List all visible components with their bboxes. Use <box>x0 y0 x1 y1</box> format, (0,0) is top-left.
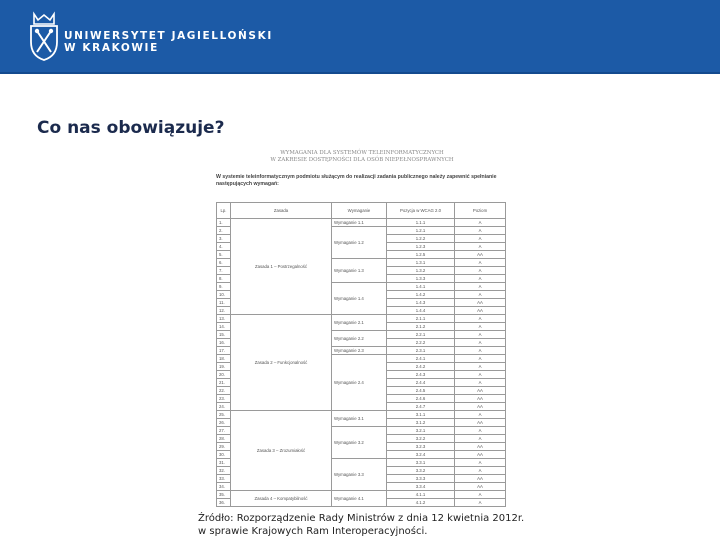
wcag-position-cell: 2.3.1 <box>387 347 455 355</box>
wcag-position-cell: 2.1.2 <box>387 323 455 331</box>
wcag-position-cell: 1.2.3 <box>387 243 455 251</box>
wcag-position-cell: 2.4.2 <box>387 363 455 371</box>
row-number: 29. <box>217 443 231 451</box>
wcag-position-cell: 2.4.1 <box>387 355 455 363</box>
level-cell: A <box>455 459 506 467</box>
row-number: 1. <box>217 219 231 227</box>
row-number: 32. <box>217 467 231 475</box>
university-crest-icon <box>28 12 60 62</box>
row-number: 30. <box>217 451 231 459</box>
row-number: 6. <box>217 259 231 267</box>
level-cell: A <box>455 491 506 499</box>
level-cell: A <box>455 243 506 251</box>
requirement-cell: Wymaganie 3.2 <box>332 427 387 459</box>
row-number: 34. <box>217 483 231 491</box>
wcag-position-cell: 2.4.3 <box>387 371 455 379</box>
row-number: 15. <box>217 331 231 339</box>
requirement-cell: Wymaganie 1.4 <box>332 283 387 315</box>
wcag-position-cell: 1.3.1 <box>387 259 455 267</box>
wcag-position-cell: 1.4.3 <box>387 299 455 307</box>
rule-cell: Zasada 1 – Postrzegalność <box>231 219 332 315</box>
row-number: 13. <box>217 315 231 323</box>
level-cell: AA <box>455 475 506 483</box>
level-cell: A <box>455 427 506 435</box>
table-header-row <box>217 203 506 219</box>
row-number: 4. <box>217 243 231 251</box>
column-header-number: Lp. <box>217 203 231 219</box>
row-number: 8. <box>217 275 231 283</box>
level-cell: A <box>455 259 506 267</box>
level-cell: AA <box>455 307 506 315</box>
table-row <box>217 219 506 227</box>
level-cell: A <box>455 371 506 379</box>
level-cell: AA <box>455 395 506 403</box>
row-number: 27. <box>217 427 231 435</box>
level-cell: AA <box>455 299 506 307</box>
column-header-rule: Zasada <box>231 203 332 219</box>
header-bar <box>0 0 720 72</box>
document-heading <box>206 150 518 164</box>
row-number: 3. <box>217 235 231 243</box>
wcag-position-cell: 1.4.4 <box>387 307 455 315</box>
row-number: 20. <box>217 371 231 379</box>
requirement-cell: Wymaganie 1.1 <box>332 219 387 227</box>
requirement-cell: Wymaganie 3.1 <box>332 411 387 427</box>
row-number: 22. <box>217 387 231 395</box>
table-body <box>217 219 506 507</box>
slide-title: Co nas obowiązuje? <box>37 118 225 138</box>
level-cell: A <box>455 339 506 347</box>
wcag-position-cell: 1.1.1 <box>387 219 455 227</box>
row-number: 2. <box>217 227 231 235</box>
requirement-cell: Wymaganie 2.1 <box>332 315 387 331</box>
university-name <box>64 30 273 54</box>
wcag-position-cell: 1.4.2 <box>387 291 455 299</box>
column-header-level: Poziom <box>455 203 506 219</box>
level-cell: A <box>455 291 506 299</box>
level-cell: A <box>455 355 506 363</box>
wcag-position-cell: 1.3.3 <box>387 275 455 283</box>
row-number: 24. <box>217 403 231 411</box>
wcag-position-cell: 2.4.7 <box>387 403 455 411</box>
level-cell: AA <box>455 403 506 411</box>
row-number: 31. <box>217 459 231 467</box>
wcag-position-cell: 3.3.1 <box>387 459 455 467</box>
row-number: 16. <box>217 339 231 347</box>
requirements-table <box>216 202 506 507</box>
wcag-position-cell: 2.1.1 <box>387 315 455 323</box>
row-number: 33. <box>217 475 231 483</box>
level-cell: A <box>455 283 506 291</box>
wcag-position-cell: 4.1.2 <box>387 499 455 507</box>
level-cell: A <box>455 315 506 323</box>
level-cell: A <box>455 411 506 419</box>
row-number: 36. <box>217 499 231 507</box>
wcag-position-cell: 1.2.1 <box>387 227 455 235</box>
row-number: 12. <box>217 307 231 315</box>
level-cell: A <box>455 219 506 227</box>
level-cell: A <box>455 467 506 475</box>
table-row <box>217 491 506 499</box>
level-cell: A <box>455 499 506 507</box>
row-number: 28. <box>217 435 231 443</box>
wcag-position-cell: 1.3.2 <box>387 267 455 275</box>
level-cell: AA <box>455 419 506 427</box>
wcag-position-cell: 3.3.2 <box>387 467 455 475</box>
wcag-position-cell: 4.1.1 <box>387 491 455 499</box>
regulation-document-image <box>206 150 518 505</box>
row-number: 18. <box>217 355 231 363</box>
column-header-requirement: Wymaganie <box>332 203 387 219</box>
wcag-position-cell: 1.2.2 <box>387 235 455 243</box>
level-cell: A <box>455 235 506 243</box>
level-cell: A <box>455 363 506 371</box>
level-cell: A <box>455 227 506 235</box>
wcag-position-cell: 2.2.2 <box>387 339 455 347</box>
level-cell: AA <box>455 451 506 459</box>
row-number: 17. <box>217 347 231 355</box>
level-cell: AA <box>455 387 506 395</box>
document-heading-line2: W ZAKRESIE DOSTĘPNOŚCI DLA OSÓB NIEPEŁNOSPRAWNYCH <box>270 157 454 163</box>
document-intro: W systemie teleinformatycznym podmiotu służącym do realizacji zadania publicznego należy zapewnić spełnianie następujących wymagań: <box>216 174 497 187</box>
wcag-position-cell: 3.2.1 <box>387 427 455 435</box>
column-header-wcag-position: Pozycja w WCAG 2.0 <box>387 203 455 219</box>
requirement-cell: Wymaganie 1.3 <box>332 259 387 283</box>
rule-cell: Zasada 2 – Funkcjonalność <box>231 315 332 411</box>
requirement-cell: Wymaganie 2.4 <box>332 355 387 411</box>
requirement-cell: Wymaganie 3.3 <box>332 459 387 491</box>
row-number: 21. <box>217 379 231 387</box>
university-name-line1: UNIWERSYTET JAGIELLOŃSKI <box>64 30 273 42</box>
wcag-position-cell: 2.4.6 <box>387 395 455 403</box>
row-number: 14. <box>217 323 231 331</box>
source-caption <box>198 512 524 538</box>
row-number: 11. <box>217 299 231 307</box>
wcag-position-cell: 2.4.4 <box>387 379 455 387</box>
source-caption-line2: w sprawie Krajowych Ram Interoperacyjności. <box>198 526 428 537</box>
row-number: 10. <box>217 291 231 299</box>
wcag-position-cell: 3.1.2 <box>387 419 455 427</box>
wcag-position-cell: 2.4.5 <box>387 387 455 395</box>
level-cell: A <box>455 267 506 275</box>
level-cell: AA <box>455 483 506 491</box>
requirement-cell: Wymaganie 1.2 <box>332 227 387 259</box>
source-caption-line1: Źródło: Rozporządzenie Rady Ministrów z dnia 12 kwietnia 2012r. <box>198 513 525 524</box>
row-number: 35. <box>217 491 231 499</box>
wcag-position-cell: 3.3.4 <box>387 483 455 491</box>
requirement-cell: Wymaganie 4.1 <box>332 491 387 507</box>
wcag-position-cell: 1.2.5 <box>387 251 455 259</box>
requirement-cell: Wymaganie 2.2 <box>332 331 387 347</box>
row-number: 23. <box>217 395 231 403</box>
table-row <box>217 411 506 419</box>
level-cell: A <box>455 323 506 331</box>
wcag-position-cell: 1.4.1 <box>387 283 455 291</box>
rule-cell: Zasada 4 – Kompatybilność <box>231 491 332 507</box>
rule-cell: Zasada 3 – Zrozumiałość <box>231 411 332 491</box>
wcag-position-cell: 3.2.4 <box>387 451 455 459</box>
row-number: 7. <box>217 267 231 275</box>
level-cell: A <box>455 347 506 355</box>
row-number: 5. <box>217 251 231 259</box>
table-row <box>217 315 506 323</box>
level-cell: A <box>455 275 506 283</box>
level-cell: A <box>455 435 506 443</box>
row-number: 25. <box>217 411 231 419</box>
level-cell: AA <box>455 443 506 451</box>
level-cell: A <box>455 379 506 387</box>
wcag-position-cell: 2.2.1 <box>387 331 455 339</box>
university-name-line2: W KRAKOWIE <box>64 42 159 54</box>
requirement-cell: Wymaganie 2.3 <box>332 347 387 355</box>
row-number: 26. <box>217 419 231 427</box>
wcag-position-cell: 3.1.1 <box>387 411 455 419</box>
wcag-position-cell: 3.2.3 <box>387 443 455 451</box>
header-divider <box>0 72 720 74</box>
level-cell: A <box>455 331 506 339</box>
wcag-position-cell: 3.2.2 <box>387 435 455 443</box>
document-heading-line1: WYMAGANIA DLA SYSTEMÓW TELEINFORMATYCZNYCH <box>280 150 444 156</box>
wcag-position-cell: 3.3.3 <box>387 475 455 483</box>
row-number: 19. <box>217 363 231 371</box>
level-cell: AA <box>455 251 506 259</box>
row-number: 9. <box>217 283 231 291</box>
